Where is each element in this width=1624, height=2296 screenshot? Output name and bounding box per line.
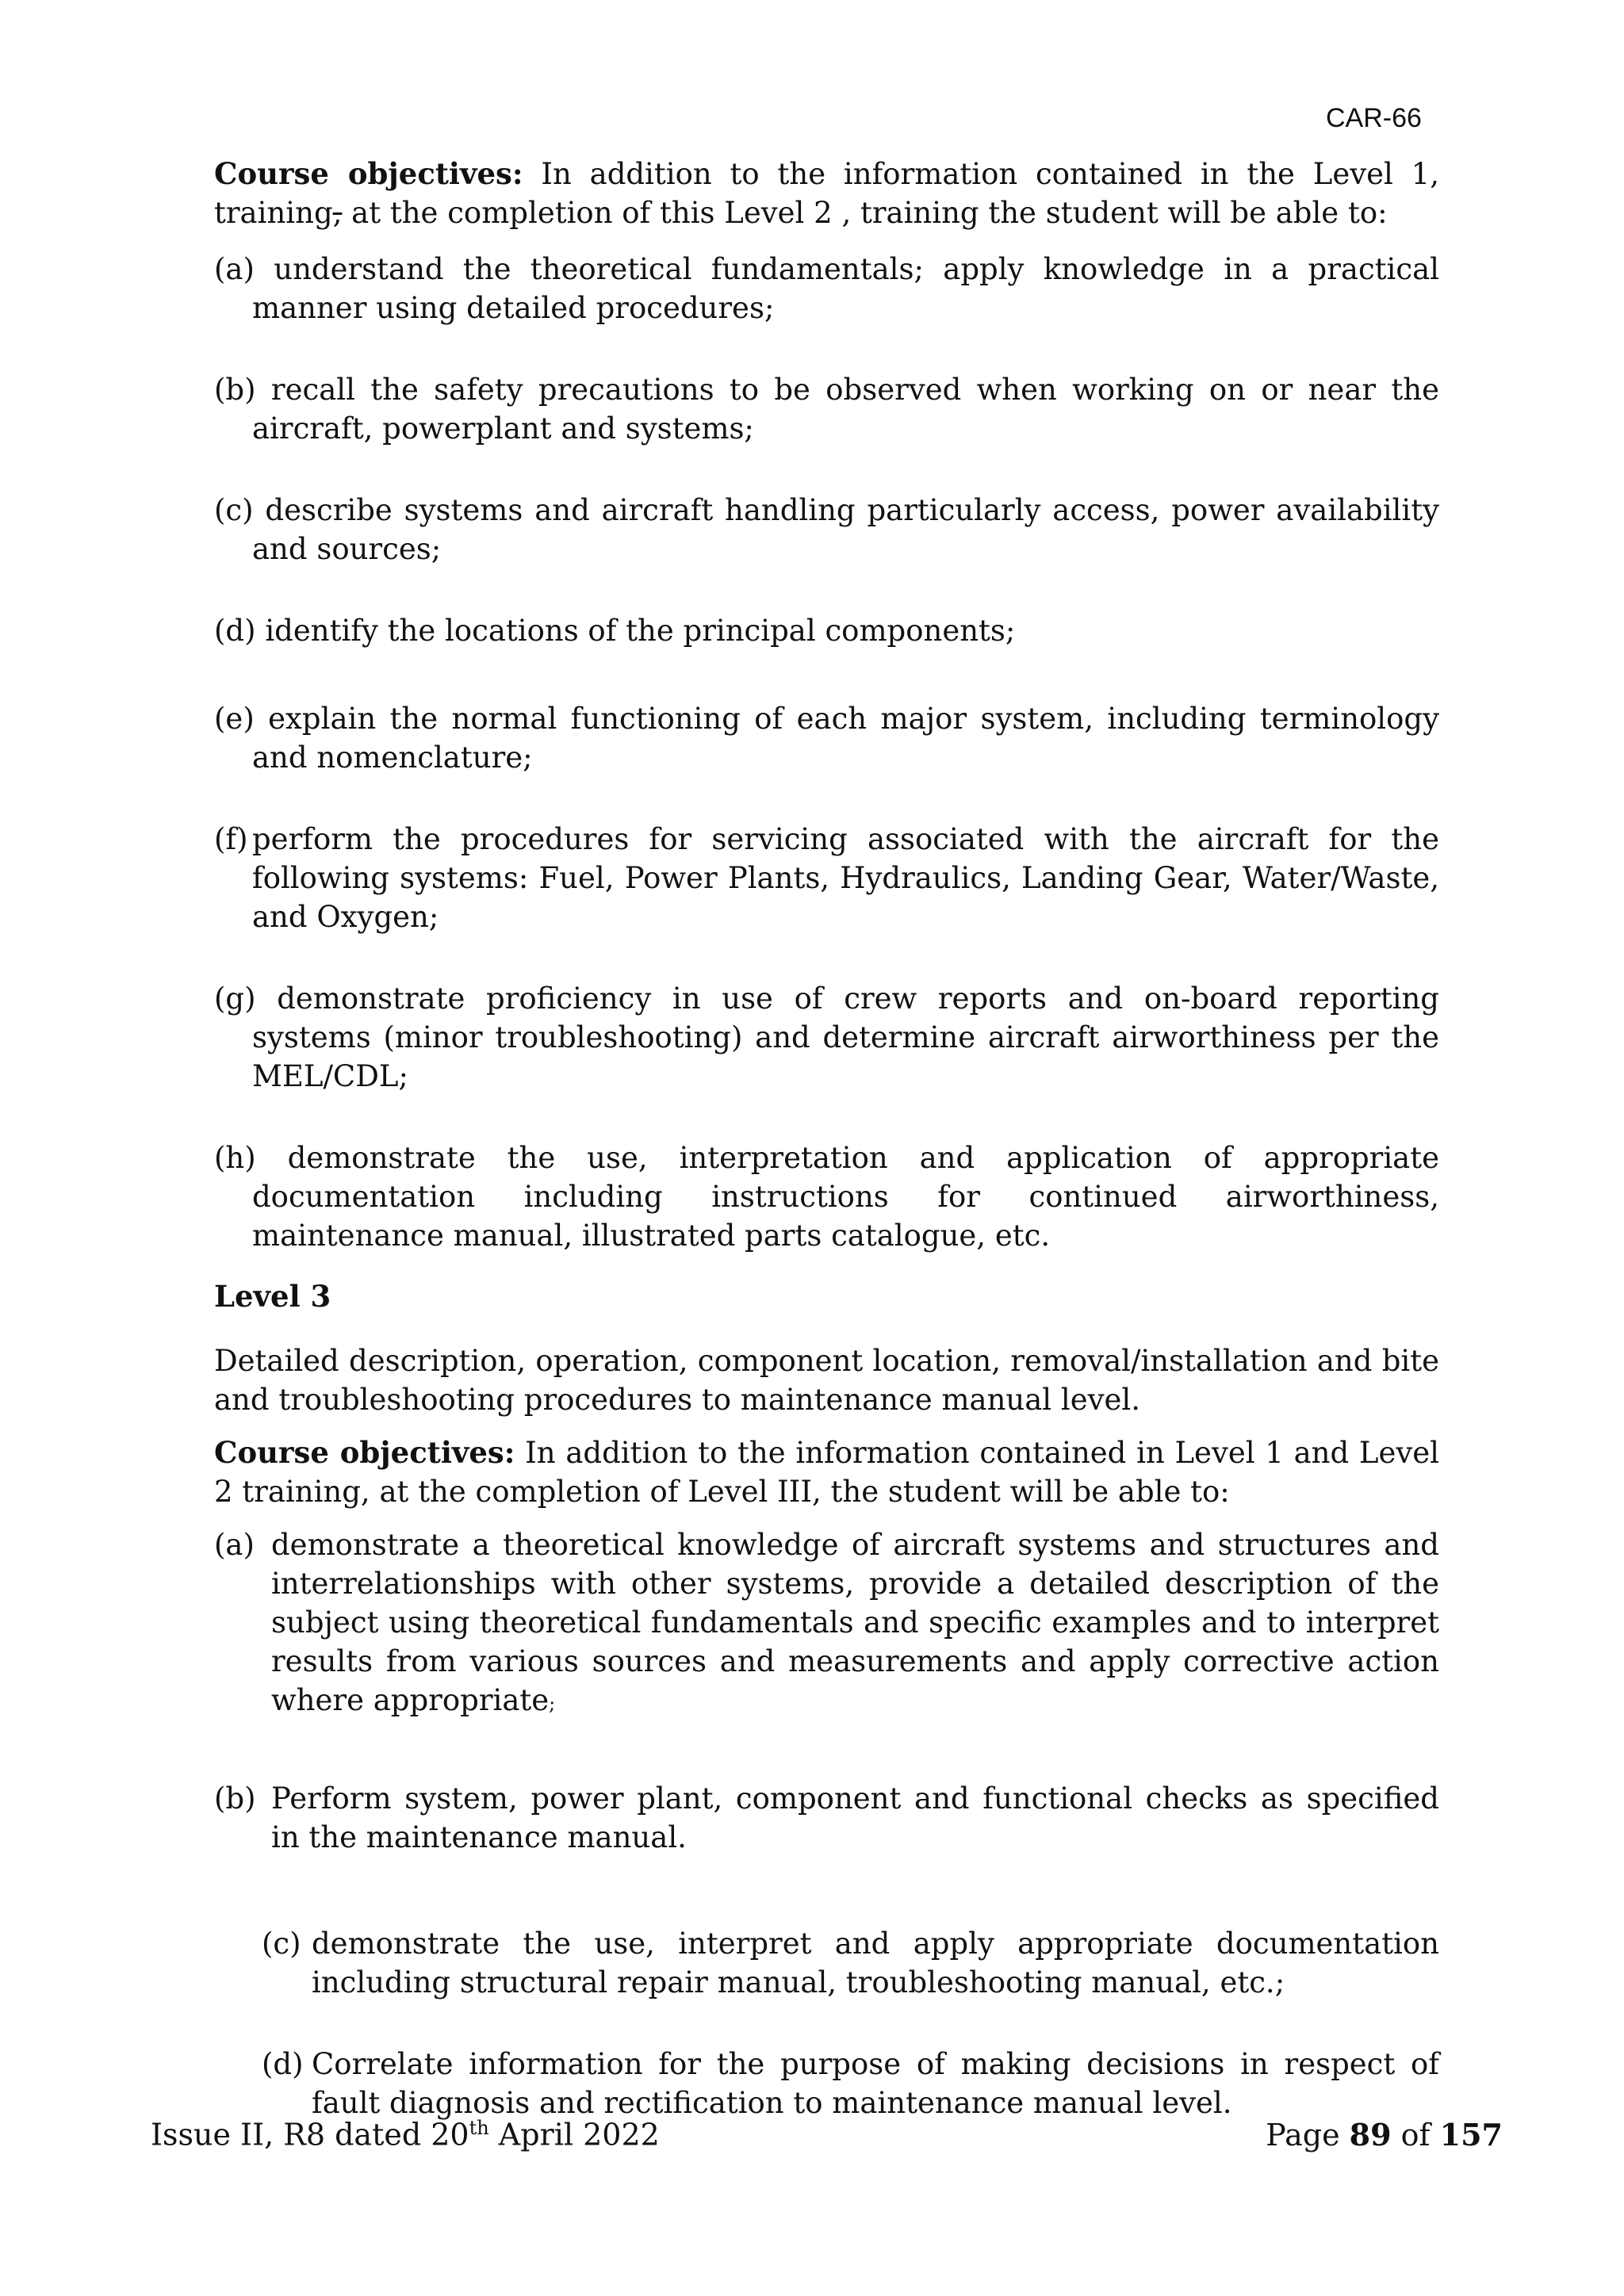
intro-text-cont: at the completion of this Level 2 , training the student will be able to: <box>342 196 1388 230</box>
list-item: (c) demonstrate the use, interpret and apply appropriate documentation including structural repair manual, troubleshooting manual, etc.; <box>262 1927 1439 1999</box>
intro-text: In addition to the information contained in the Level 1, training <box>214 157 1439 230</box>
list-item: (f) perform the procedures for servicing associated with the aircraft for the following systems: Fuel, Power Plants, Hydraulics, Landing Gear, Water/Waste, and Oxygen; <box>214 822 1439 934</box>
list-item: (g) demonstrate proficiency in use of crew reports and on-board reporting systems (minor troubleshooting) and determine aircraft airworthiness per the MEL/CDL; <box>214 982 1439 1093</box>
page-number: Page 89 of 157 <box>1266 2117 1503 2152</box>
list-item: (h) demonstrate the use, interpretation and application of appropriate documentation including instructions for continued airworthiness, maintenance manual, illustrated parts catalogue, etc. <box>214 1141 1439 1253</box>
level2-objectives-intro <box>214 155 1439 232</box>
course-objectives-label: Course objectives: <box>214 156 523 191</box>
list-item: (b) recall the safety precautions to be observed when working on or near the aircraft, powerplant and systems; <box>214 373 1439 446</box>
list-item: (d) Correlate information for the purpose of making decisions in respect of fault diagnosis and rectification to maintenance manual level. <box>262 2047 1439 2120</box>
level3-objectives-intro <box>214 1433 1439 1511</box>
level3-description: Detailed description, operation, component location, removal/installation and bite and troubleshooting procedures to maintenance manual level. <box>214 1344 1439 1417</box>
struck-comma: , <box>332 196 343 230</box>
intro-text: In addition to the information contained in Level 1 and Level 2 training, at the completion of Level III, the student will be able to: <box>214 1436 1439 1509</box>
list-item: (e) explain the normal functioning of each major system, including terminology and nomenclature; <box>214 702 1439 775</box>
document-id: CAR-66 <box>1326 103 1422 133</box>
list-item: (b) Perform system, power plant, component and functional checks as specified in the maintenance manual. <box>214 1781 1439 1854</box>
section-heading: Level 3 <box>214 1279 331 1314</box>
list-item: (c) describe systems and aircraft handling particularly access, power availability and sources; <box>214 493 1439 566</box>
course-objectives-label: Course objectives: <box>214 1435 515 1470</box>
page-footer <box>151 2117 1503 2152</box>
page-content <box>214 155 1439 2122</box>
list-item: (a) demonstrate a theoretical knowledge of aircraft systems and structures and interrelationships with other systems, provide a detailed description of the subject using theoretical fundamentals and specific examples and to interpret results from various sources and measurements and apply corrective action where appropriate; <box>214 1528 1439 1717</box>
list-item: (a) understand the theoretical fundamentals; apply knowledge in a practical manner using detailed procedures; <box>214 252 1439 325</box>
issue-date: Issue II, R8 dated 20th April 2022 <box>151 2117 660 2152</box>
list-item: (d) identify the locations of the principal components; <box>214 614 1016 648</box>
